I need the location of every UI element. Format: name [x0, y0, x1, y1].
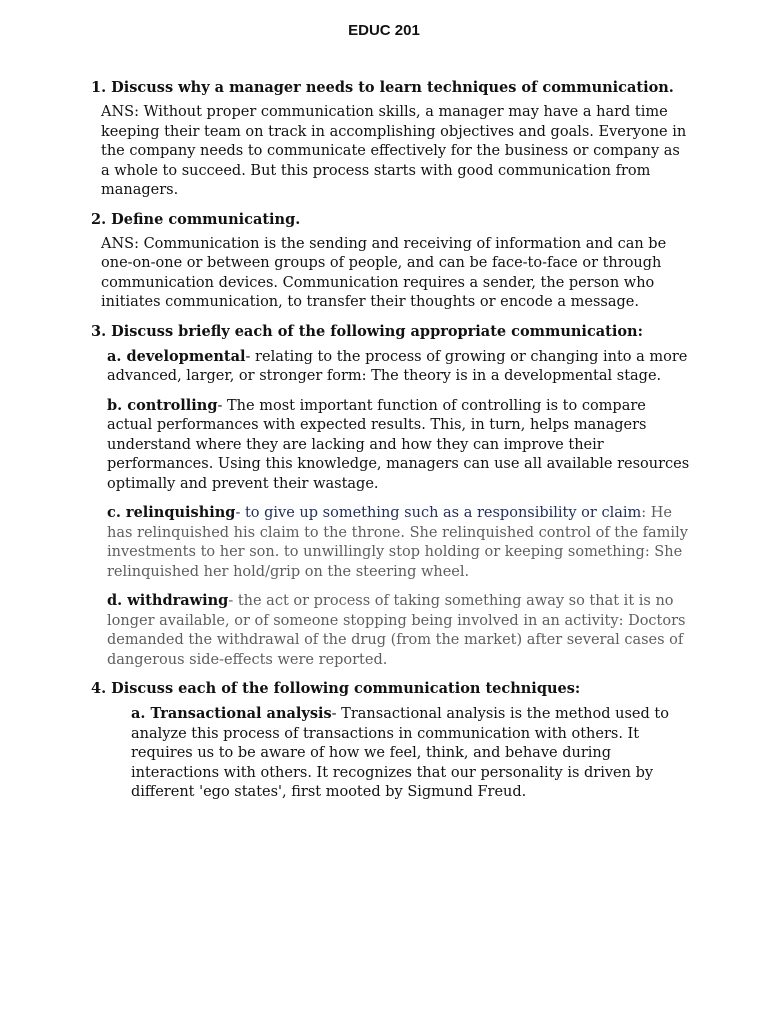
example-relinquishing: : He has relinquished his claim to the throne. She relinquished control of the family investments to her son. to unwillingly stop holding or keeping something: She relinquished her hold/grip on the steering wheel.	[107, 505, 688, 580]
def-withdrawing: - the act or process of taking something away so that it is no longer available, or of someone stopping being involved in an activity: Doctors demanded the withdrawal of the drug (from the market) after several cases of dangerous side-effects were reported.	[107, 593, 686, 668]
item-relinquishing	[91, 503, 691, 582]
question-3: 3. Discuss briefly each of the following appropriate communication:	[91, 322, 643, 340]
item-transactional-analysis	[91, 704, 691, 803]
def-controlling: - The most important function of controlling is to compare actual performances with expected results. This, in turn, helps managers understand where they are lacking and how they can improve their performances. Using this knowledge, managers can use all available resources optimally and prevent their wastage.	[107, 397, 690, 492]
document-body	[91, 78, 691, 812]
question-2: 2. Define communicating.	[91, 210, 301, 228]
term-developmental: a. developmental	[107, 347, 246, 365]
def-developmental: - relating to the process of growing or changing into a more advanced, larger, or stronger form: The theory is in a developmental stage.	[107, 348, 688, 384]
def-transactional-analysis: - Transactional analysis is the method used to analyze this process of transactions in communication with others. It requires us to be aware of how we feel, think, and behave during interactions with others. It recognizes that our personality is driven by different 'ego states', first mooted by Sigmund Freud.	[131, 706, 669, 800]
item-controlling	[91, 396, 691, 495]
answer-1: ANS: Without proper communication skills, a manager may have a hard time keeping their team on track in accomplishing objectives and goals. Everyone in the company needs to communicate effectively for the business or company as a whole to succeed. But this process starts with good communication from managers.	[101, 104, 687, 198]
question-4: 4. Discuss each of the following communication techniques:	[91, 680, 581, 697]
def-relinquishing: - to give up something such as a responsibility or claim	[235, 505, 642, 521]
term-transactional-analysis: a. Transactional analysis	[131, 705, 332, 722]
term-relinquishing: c. relinquishing	[107, 504, 236, 521]
item-developmental	[91, 347, 691, 387]
question-1: 1. Discuss why a manager needs to learn techniques of communication.	[91, 79, 674, 96]
term-withdrawing: d. withdrawing	[107, 592, 229, 609]
item-withdrawing	[91, 591, 691, 670]
term-controlling: b. controlling	[107, 396, 218, 414]
answer-2: ANS: Communication is the sending and receiving of information and can be one-on-one or between groups of people, and can be face-to-face or through communication devices. Communication requires a sender, the person who initiates communication, to transfer their thoughts or encode a message.	[101, 235, 667, 310]
document-title: EDUC 201	[348, 22, 420, 39]
